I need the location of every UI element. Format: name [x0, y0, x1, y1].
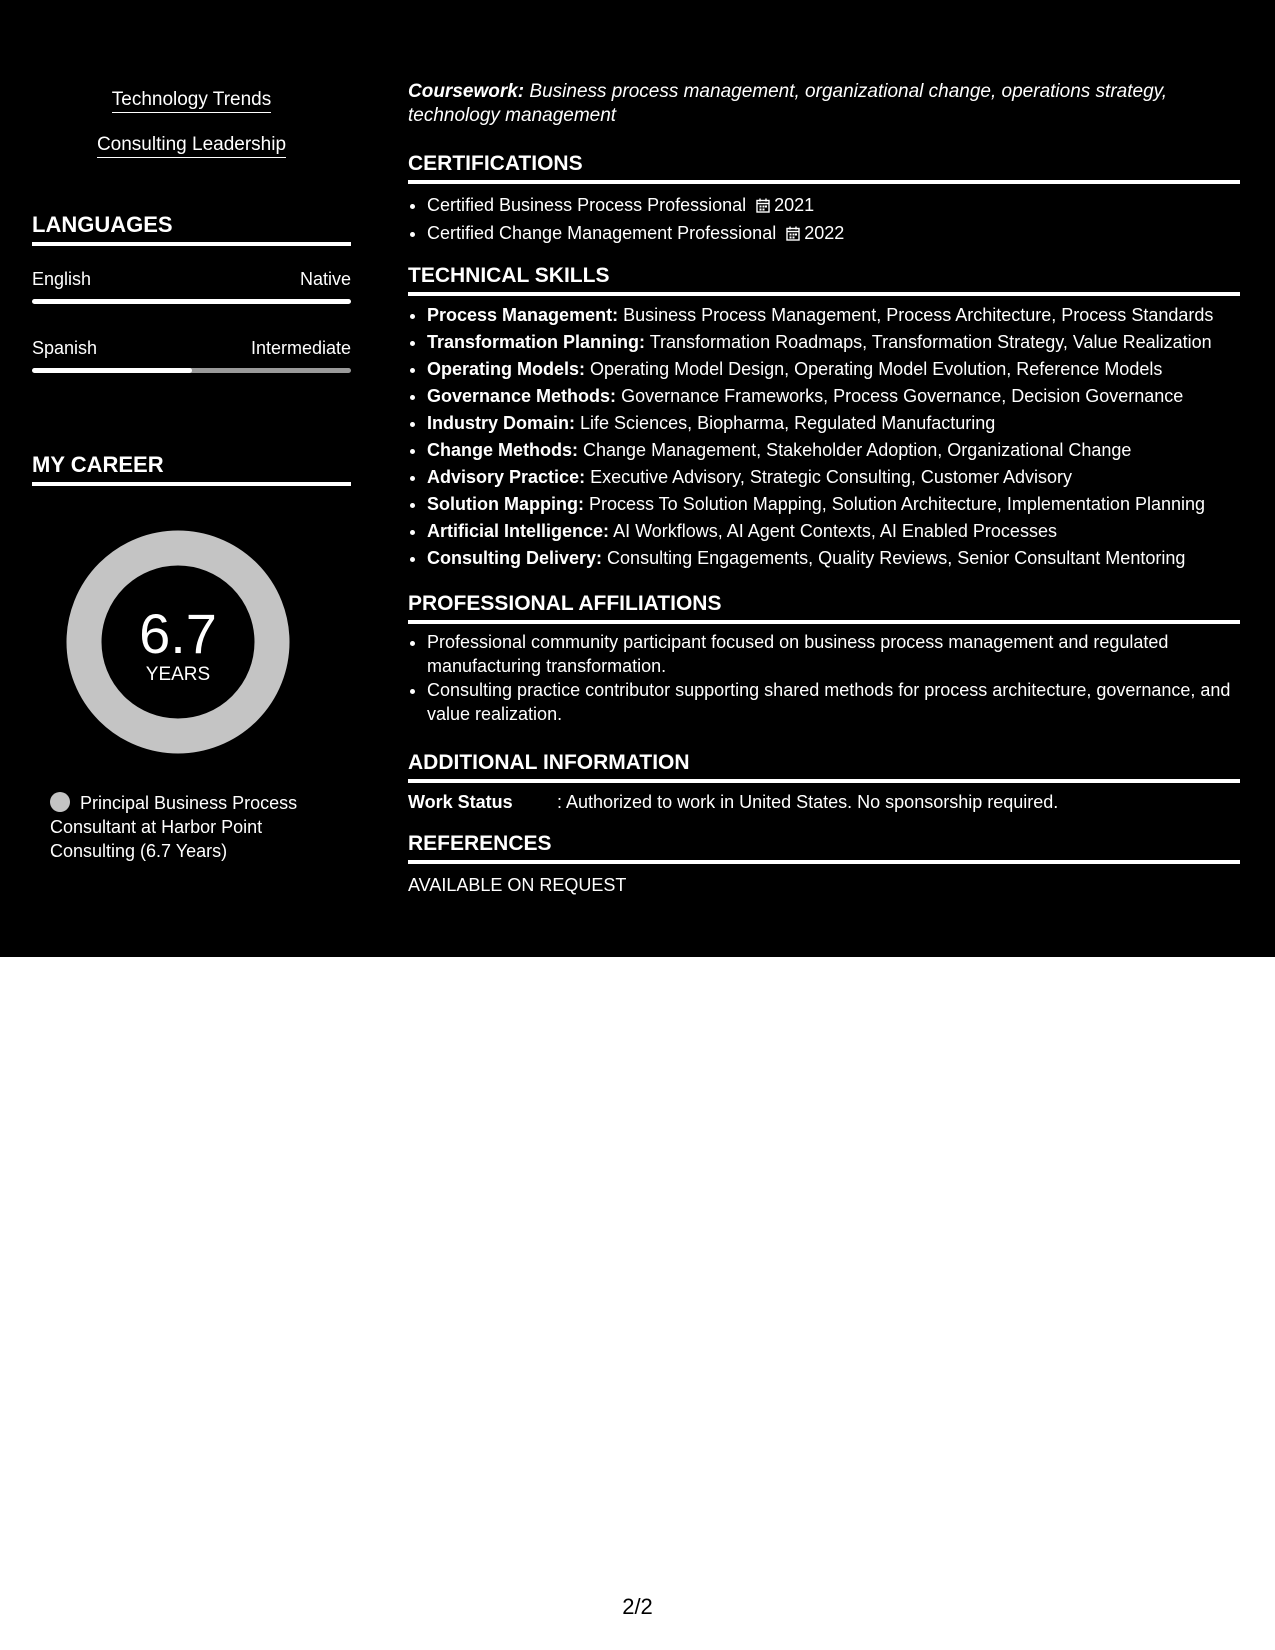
- skill-item: • Operating Models: Operating Model Design, Operating Model Evolution, Reference Models: [427, 356, 1240, 383]
- references-text: AVAILABLE ON REQUEST: [408, 875, 627, 895]
- references-heading: REFERENCES: [408, 831, 1240, 864]
- certification-year: 2021: [774, 195, 815, 215]
- interest-item: Consulting Leadership: [32, 133, 351, 157]
- certification-item: • Certified Business Process Professional 2021: [427, 191, 1240, 219]
- language-proficiency-bar: [32, 299, 351, 304]
- language-level: Native: [299, 269, 351, 289]
- coursework: [408, 80, 1240, 128]
- additional-info-heading: ADDITIONAL INFORMATION: [408, 750, 1240, 783]
- skill-item: • Solution Mapping: Process To Solution Mapping, Solution Architecture, Implementation Planning: [427, 491, 1240, 518]
- certification-item: • Certified Change Management Professional 2022: [427, 219, 1240, 247]
- affiliation-item: • Professional community participant focused on business process management and regulated manufacturing transformation.: [427, 630, 1240, 678]
- language-proficiency-fill: [32, 299, 351, 304]
- technical-skills-heading: TECHNICAL SKILLS: [408, 263, 1240, 296]
- career-years-unit: YEARS: [145, 664, 211, 685]
- technical-skills-list: [408, 302, 1240, 572]
- affiliations-list: [408, 630, 1240, 726]
- affiliations-heading: PROFESSIONAL AFFILIATIONS: [408, 591, 1240, 624]
- language-proficiency-bar: [32, 368, 351, 373]
- skill-item: • Process Management: Business Process Management, Process Architecture, Process Standards: [427, 302, 1240, 329]
- work-status-label: Work Status: [408, 792, 513, 812]
- language-proficiency-fill: [32, 368, 192, 373]
- language-row: [32, 337, 351, 363]
- language-level: Intermediate: [250, 338, 351, 358]
- career-item: Principal Business Process Consultant at Harbor Point Consulting (6.7 Years): [50, 793, 298, 861]
- certifications-heading: CERTIFICATIONS: [408, 151, 1240, 184]
- career-years-ring: [66, 530, 290, 754]
- career-dot-icon: [50, 792, 70, 812]
- language-row: [32, 268, 351, 294]
- page-number: 2/2: [622, 1594, 653, 1619]
- work-status-value: : Authorized to work in United States. No sponsorship required.: [557, 792, 1059, 812]
- languages-heading: LANGUAGES: [32, 212, 351, 246]
- skill-item: • Governance Methods: Governance Frameworks, Process Governance, Decision Governance: [427, 383, 1240, 410]
- calendar-icon: [756, 198, 770, 213]
- skill-item: • Change Methods: Change Management, Stakeholder Adoption, Organizational Change: [427, 437, 1240, 464]
- sidebar: [32, 0, 351, 957]
- affiliation-item: • Consulting practice contributor supporting shared methods for process architecture, governance, and value realization.: [427, 678, 1240, 726]
- certification-year: 2022: [804, 223, 845, 243]
- skill-item: • Advisory Practice: Executive Advisory, Strategic Consulting, Customer Advisory: [427, 464, 1240, 491]
- skill-item: • Consulting Delivery: Consulting Engagements, Quality Reviews, Senior Consultant Mentoring: [427, 545, 1240, 572]
- certifications-list: [408, 191, 1240, 247]
- calendar-icon: [786, 226, 800, 241]
- skill-item: • Industry Domain: Life Sciences, Biopharma, Regulated Manufacturing: [427, 410, 1240, 437]
- skill-item: • Transformation Planning: Transformation Roadmaps, Transformation Strategy, Value Realization: [427, 329, 1240, 356]
- coursework-label: Coursework:: [408, 81, 525, 102]
- career-years-value: 6.7: [139, 602, 217, 665]
- career-heading: MY CAREER: [32, 452, 351, 486]
- language-name: Spanish: [32, 338, 98, 358]
- skill-item: • Artificial Intelligence: AI Workflows, AI Agent Contexts, AI Enabled Processes: [427, 518, 1240, 545]
- work-status-row: [408, 790, 1240, 814]
- coursework-text: Business process management, organizational change, operations strategy, technology management: [408, 81, 1167, 126]
- language-name: English: [32, 269, 92, 289]
- interest-item: Technology Trends: [32, 88, 351, 112]
- main-content: [408, 0, 1240, 957]
